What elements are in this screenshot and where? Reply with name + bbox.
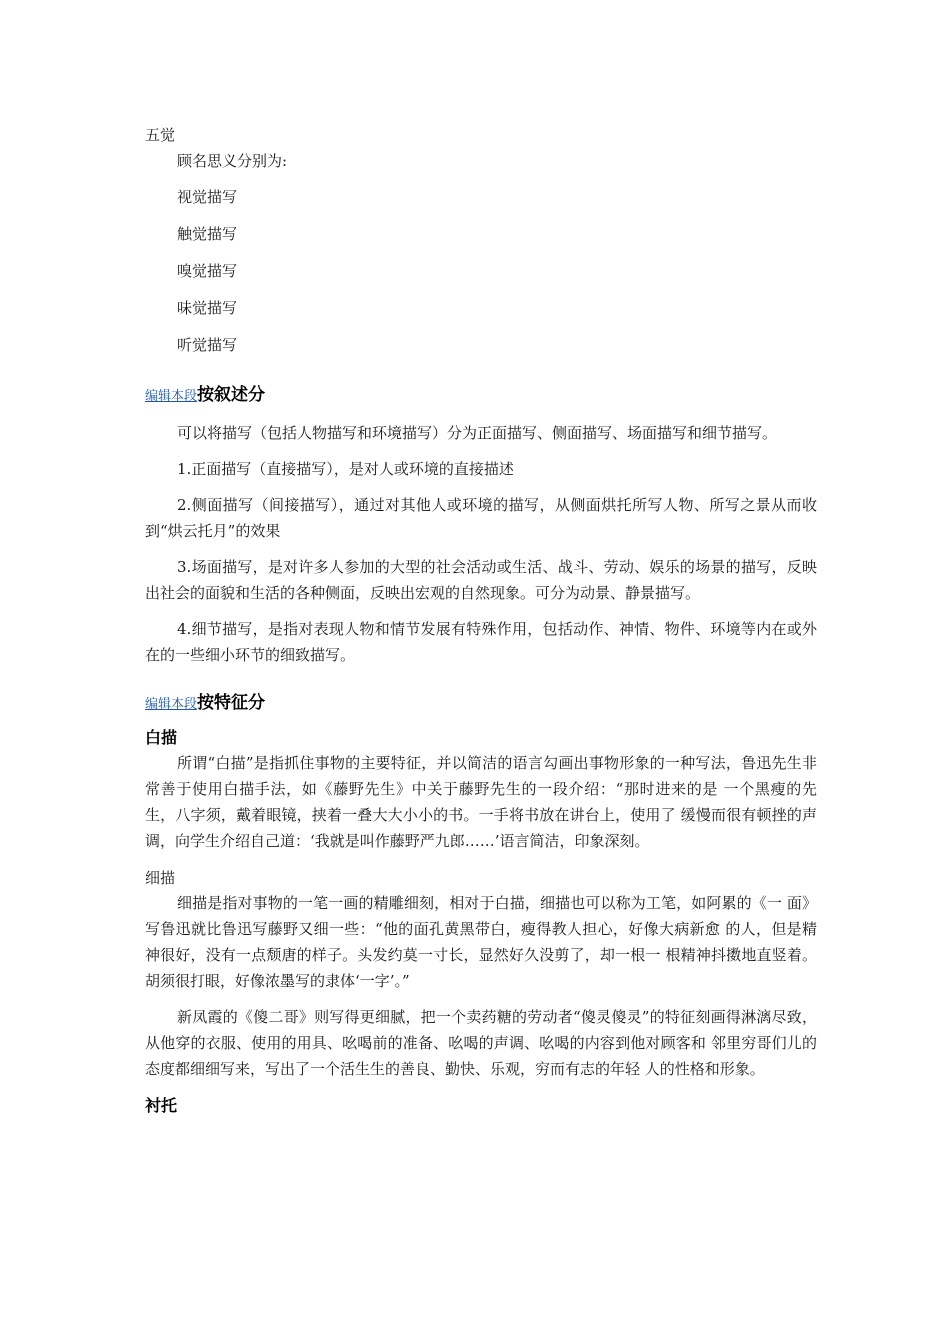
section-title: 按特征分	[197, 693, 266, 713]
baimiao-text: 所谓“白描”是指抓住事物的主要特征，并以简洁的语言勾画出事物形象的一种写法，鲁迅先生非常善于使用白描手法，如《藤野先生》中关于藤野先生的一段介绍：“那时进来的是 一个黑瘦的先生，八字须，戴着眼镜，挟着一叠大大小小的书。一手将书放在讲台上，使用了 缓慢而很有顿挫的声调，向学生介绍自己道：‘我就是叫作藤野严九郎……’语言简洁，印象深刻。	[145, 754, 817, 850]
section-title: 按叙述分	[197, 385, 266, 405]
ximiao-title: 细描	[145, 869, 176, 887]
wujue-lead: 顾名思义分别为:	[177, 152, 288, 170]
wujue-item-touch: 触觉描写	[177, 225, 238, 243]
section-heading-narration	[145, 382, 817, 410]
narration-point-1: 1.正面描写（直接描写），是对人或环境的直接描述	[177, 460, 514, 478]
edit-section-link[interactable]: 编辑本段	[145, 697, 198, 712]
wujue-item-hearing: 听觉描写	[177, 336, 238, 354]
chentuo-title: 衬托	[145, 1096, 178, 1115]
wujue-item-taste: 味觉描写	[177, 299, 238, 317]
narration-point-4: 4.细节描写，是指对表现人物和情节发展有特殊作用，包括动作、神情、物件、环境等内在或外在的一些细小环节的细致描写。	[145, 620, 817, 664]
ximiao-text-1: 细描是指对事物的一笔一画的精雕细刻，相对于白描，细描也可以称为工笔，如阿累的《一 面》写鲁迅就比鲁迅写藤野又细一些：“他的面孔黄黑带白，瘦得教人担心，好像大病新愈 的人，但是精神很好，没有一点颓唐的样子。头发约莫一寸长，显然好久没剪了，却一根一 根精神抖擞地直竖着。胡须很打眼，好像浓墨写的隶体‘一字’。”	[145, 894, 817, 990]
narration-lead: 可以将描写（包括人物描写和环境描写）分为正面描写、侧面描写、场面描写和细节描写。	[177, 424, 778, 442]
ximiao-text-2: 新凤霞的《傻二哥》则写得更细腻，把一个卖药糖的劳动者“傻灵傻灵”的特征刻画得淋漓尽致，从他穿的衣服、使用的用具、吆喝前的准备、吆喝的声调、吆喝的内容到他对顾客和 邻里穷哥们儿的态度都细细写来，写出了一个活生生的善良、勤快、乐观，穷而有志的年轻 人的性格和形象。	[145, 1008, 817, 1078]
edit-section-link[interactable]: 编辑本段	[145, 389, 198, 404]
narration-point-3: 3.场面描写，是对许多人参加的大型的社会活动或生活、战斗、劳动、娱乐的场景的描写，反映出社会的面貌和生活的各种侧面，反映出宏观的自然现象。可分为动景、静景描写。	[145, 558, 817, 602]
wujue-item-smell: 嗅觉描写	[177, 262, 238, 280]
narration-point-2: 2.侧面描写（间接描写），通过对其他人或环境的描写，从侧面烘托所写人物、所写之景从而收到“烘云托月”的效果	[145, 496, 817, 540]
wujue-title: 五觉	[145, 126, 176, 144]
section-heading-features	[145, 690, 817, 718]
wujue-item-visual: 视觉描写	[177, 188, 238, 206]
baimiao-title: 白描	[145, 728, 178, 747]
document-page	[145, 122, 817, 1118]
